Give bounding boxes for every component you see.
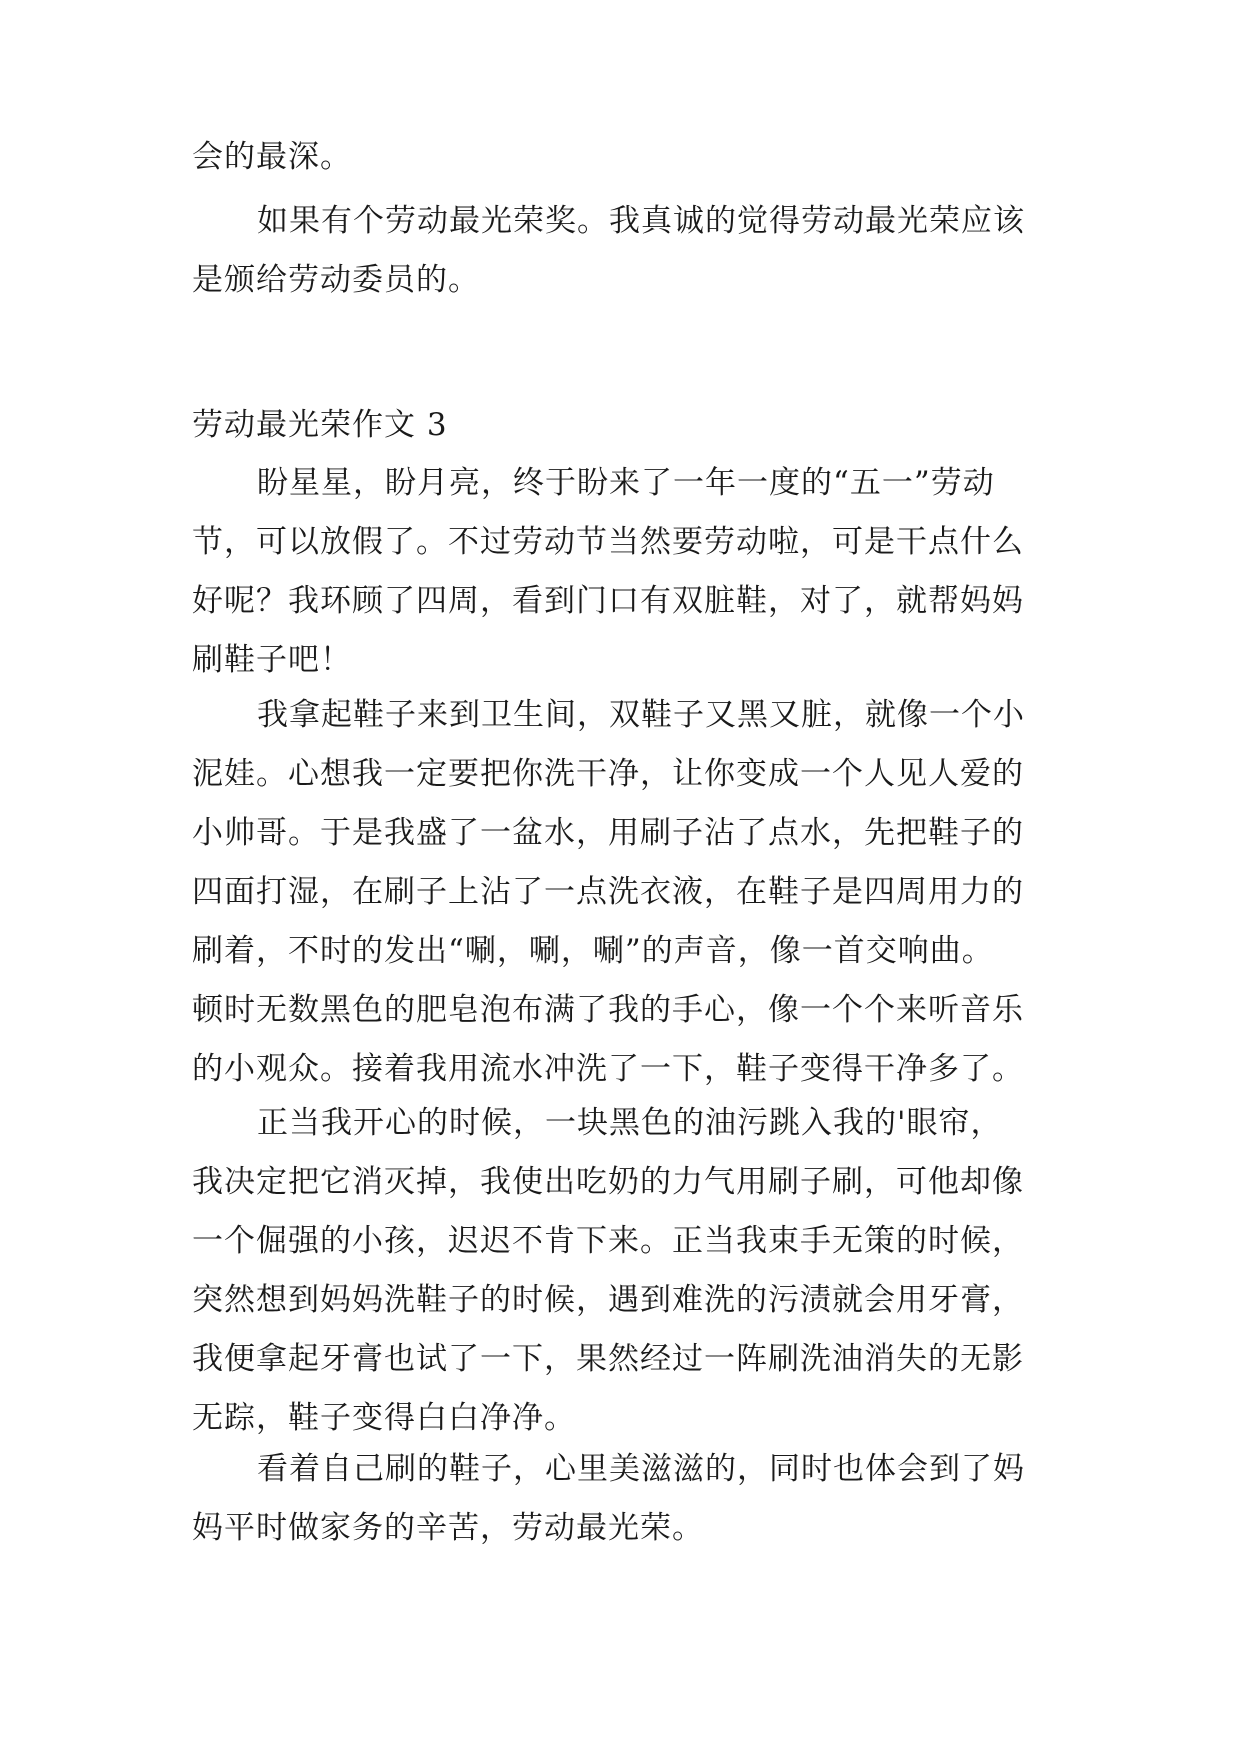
text-line: 的小观众。接着我用流水冲洗了一下，鞋子变得干净多了。	[192, 1051, 1024, 1087]
text-line: 妈平时做家务的辛苦，劳动最光荣。	[192, 1510, 704, 1546]
text-line: 刷着，不时的发出“唰，唰，唰”的声音，像一首交响曲。	[192, 933, 994, 969]
text-line: 我决定把它消灭掉，我使出吃奶的力气用刷子刷，可他却像	[192, 1164, 1024, 1200]
text-line: 好呢？我环顾了四周，看到门口有双脏鞋，对了，就帮妈妈	[192, 583, 1024, 619]
text-line: 无踪，鞋子变得白白净净。	[192, 1400, 576, 1436]
text-line: 四面打湿，在刷子上沾了一点洗衣液，在鞋子是四周用力的	[192, 874, 1024, 910]
text-line: 会的最深。	[192, 139, 352, 175]
text-line: 顿时无数黑色的肥皂泡布满了我的手心，像一个个来听音乐	[192, 992, 1024, 1028]
text-line: 一个倔强的小孩，迟迟不肯下来。正当我束手无策的时候，	[192, 1223, 1024, 1259]
text-line: 突然想到妈妈洗鞋子的时候，遇到难洗的污渍就会用牙膏，	[192, 1282, 1024, 1318]
text-line: 盼星星，盼月亮，终于盼来了一年一度的“五一”劳动	[257, 465, 995, 501]
paragraph-3	[192, 1094, 1062, 1448]
text-line: 如果有个劳动最光荣奖。我真诚的觉得劳动最光荣应该	[257, 203, 1025, 239]
text-line: 是颁给劳动委员的。	[192, 262, 480, 298]
text-line: 看着自己刷的鞋子，心里美滋滋的，同时也体会到了妈	[257, 1451, 1025, 1487]
text-line: 我拿起鞋子来到卫生间，双鞋子又黑又脏，就像一个小	[257, 697, 1025, 733]
text-line: 小帅哥。于是我盛了一盆水，用刷子沾了点水，先把鞋子的	[192, 815, 1024, 851]
paragraph-1	[192, 454, 1062, 690]
text-line: 刷鞋子吧！	[192, 642, 352, 678]
text-line: 节，可以放假了。不过劳动节当然要劳动啦，可是干点什么	[192, 524, 1024, 560]
paragraph-4	[192, 1440, 1062, 1558]
intro-continuation	[192, 128, 1062, 187]
intro-paragraph	[192, 192, 1062, 310]
text-line: 我便拿起牙膏也试了一下，果然经过一阵刷洗油消失的无影	[192, 1341, 1024, 1377]
section-title: 劳动最光荣作文 3	[192, 407, 448, 443]
paragraph-2	[192, 686, 1062, 1099]
text-line: 泥娃。心想我一定要把你洗干净，让你变成一个人见人爱的	[192, 756, 1024, 792]
text-line: 正当我开心的时候，一块黑色的油污跳入我的'眼帘，	[257, 1105, 1003, 1141]
